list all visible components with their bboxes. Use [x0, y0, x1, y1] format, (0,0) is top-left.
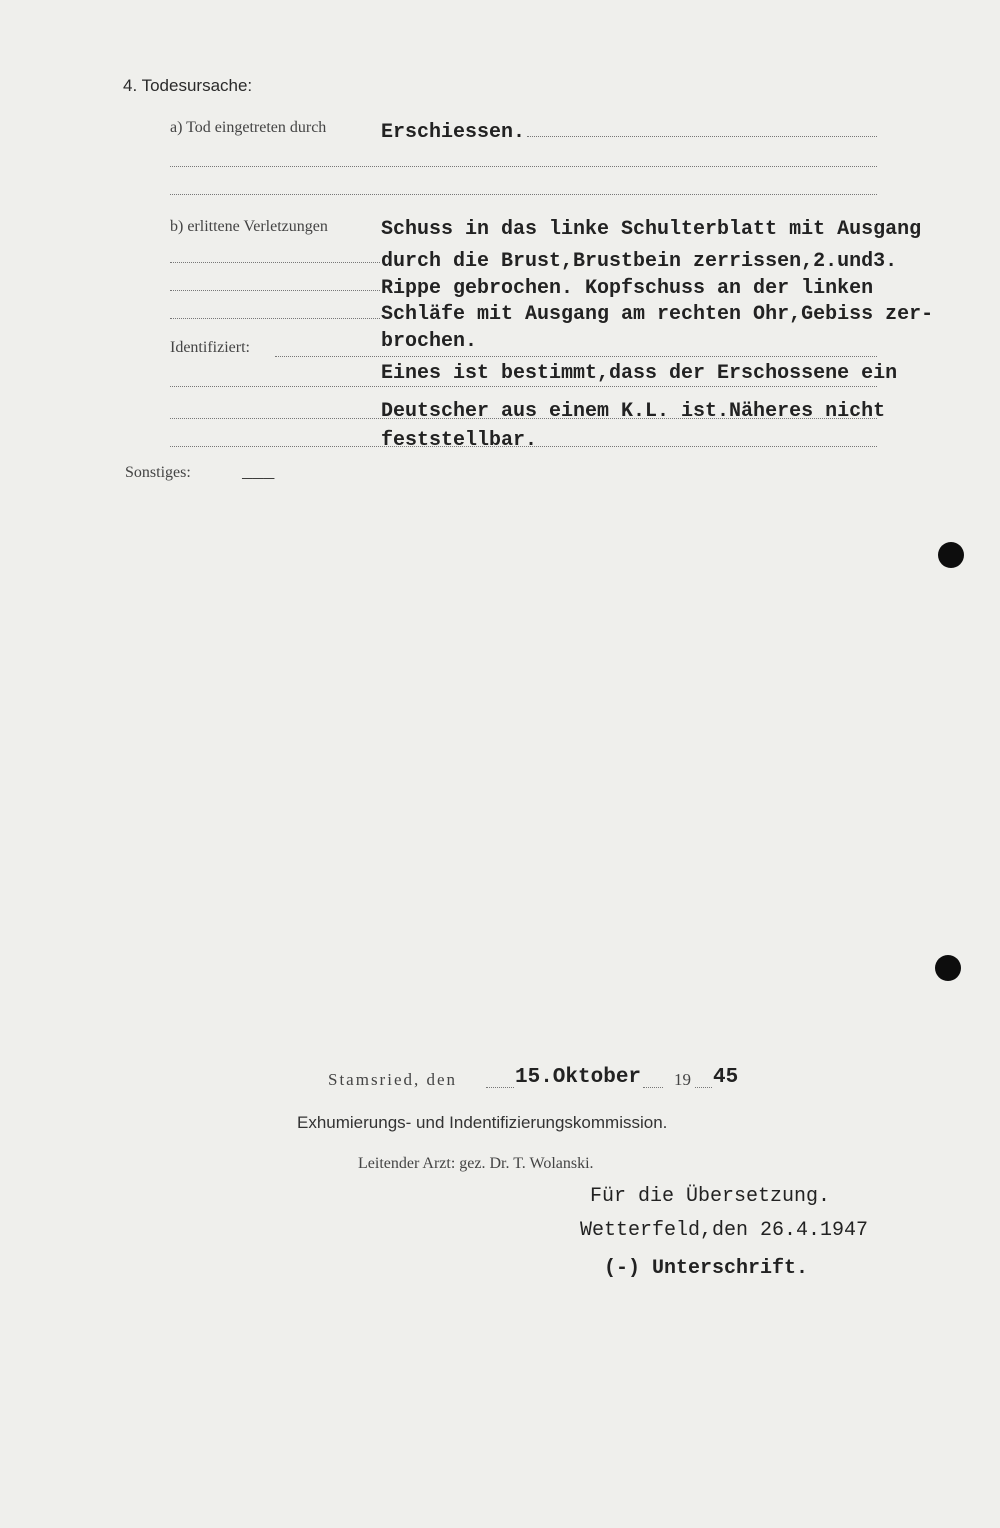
dotted-line: [170, 194, 877, 195]
dotted-line: [170, 318, 380, 319]
year-value: 45: [713, 1066, 739, 1089]
injury-line: brochen.: [381, 330, 478, 353]
dotted-line: [275, 356, 877, 357]
identified-line: feststellbar.: [381, 429, 538, 452]
place-label: Stamsried, den: [328, 1070, 458, 1089]
dotted-line: [170, 262, 380, 263]
injury-line: Schläfe mit Ausgang am rechten Ohr,Gebiss zer-: [381, 303, 934, 326]
injury-line: durch die Brust,Brustbein zerrissen,2.und3.: [381, 250, 898, 273]
other-label: Sonstiges:: [125, 464, 191, 481]
dotted-line: [170, 290, 380, 291]
injury-line: Rippe gebrochen. Kopfschuss an der linken: [381, 277, 874, 300]
injuries-label: b) erlittene Verletzungen: [170, 218, 328, 235]
lead-doctor: Leitender Arzt: gez. Dr. T. Wolanski.: [358, 1155, 594, 1172]
punch-hole: [938, 542, 964, 568]
dotted-line: [170, 166, 877, 167]
punch-hole: [935, 955, 961, 981]
other-value: ___: [242, 463, 275, 483]
dotted-line: [643, 1087, 663, 1088]
dotted-line: [695, 1087, 712, 1088]
translation-place-date: Wetterfeld,den 26.4.1947: [580, 1219, 869, 1242]
commission-name: Exhumierungs- und Indentifizierungskommission.: [297, 1113, 668, 1132]
dotted-line: [170, 386, 877, 387]
injury-line: Schuss in das linke Schulterblatt mit Ausgang: [381, 218, 922, 241]
dotted-line: [527, 136, 877, 137]
identified-label: Identifiziert:: [170, 339, 250, 356]
dotted-line: [486, 1087, 514, 1088]
death-cause-value: Erschiessen.: [381, 121, 526, 144]
year-prefix: 19: [674, 1070, 691, 1089]
translation-note: Für die Übersetzung.: [590, 1185, 831, 1208]
date-value: 15.Oktober: [515, 1066, 642, 1089]
section-heading: 4. Todesursache:: [123, 76, 253, 95]
death-cause-label: a) Tod eingetreten durch: [170, 119, 327, 136]
identified-line: Eines ist bestimmt,dass der Erschossene ein: [381, 362, 898, 385]
identified-line: Deutscher aus einem K.L. ist.Näheres nicht: [381, 400, 886, 423]
translation-signature: (-) Unterschrift.: [604, 1257, 809, 1280]
